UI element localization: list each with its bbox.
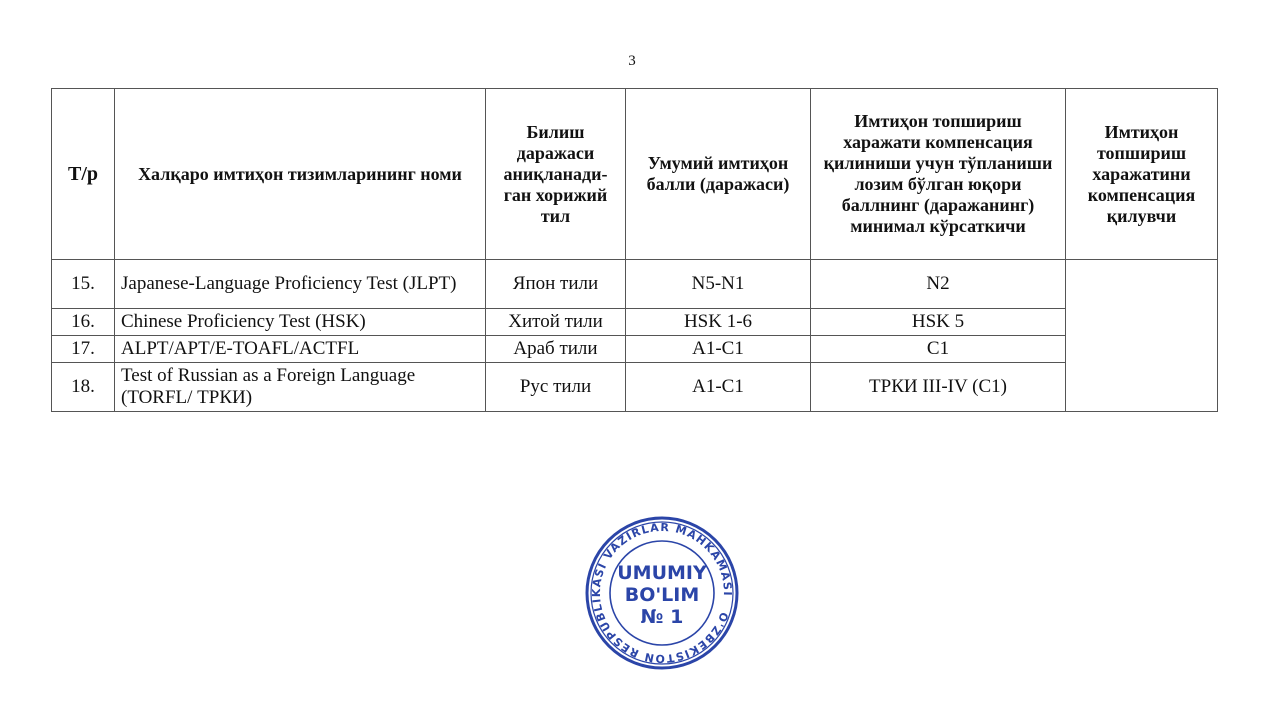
exam-score: A1-C1 bbox=[626, 363, 811, 412]
seal-line-3: № 1 bbox=[640, 606, 684, 628]
exam-score: N5-N1 bbox=[626, 260, 811, 309]
table-row bbox=[52, 336, 1218, 363]
table-header-row bbox=[52, 89, 1218, 260]
exam-score: A1-C1 bbox=[626, 336, 811, 363]
page-number: 3 bbox=[628, 53, 636, 69]
compensator-cell bbox=[1066, 260, 1218, 412]
exam-min-score: N2 bbox=[811, 260, 1066, 309]
exam-language: Хитой тили bbox=[486, 309, 626, 336]
header-compensator: Имтиҳон топшириш харажатини компенсация қилувчи bbox=[1066, 89, 1218, 260]
exam-score: HSK 1-6 bbox=[626, 309, 811, 336]
exam-systems-table bbox=[51, 88, 1218, 412]
exam-name: Chinese Proficiency Test (HSK) bbox=[115, 309, 486, 336]
header-exam-name: Халқаро имтиҳон тизимларининг номи bbox=[115, 89, 486, 260]
exam-language: Араб тили bbox=[486, 336, 626, 363]
row-number: 17. bbox=[52, 336, 115, 363]
exam-min-score: HSK 5 bbox=[811, 309, 1066, 336]
header-min-score: Имтиҳон топшириш харажати компенсация қилиниши учун тўпланиши лозим бўлган юқори баллнинг (даражанинг) минимал кўрсаткичи bbox=[811, 89, 1066, 260]
exam-name: Japanese-Language Proficiency Test (JLPT) bbox=[115, 260, 486, 309]
exam-min-score: C1 bbox=[811, 336, 1066, 363]
seal-line-1: UMUMIY bbox=[617, 562, 707, 584]
exam-name: ALPT/APT/E-TOAFL/ACTFL bbox=[115, 336, 486, 363]
header-language: Билиш даражаси аниқланади-ган хорижий тил bbox=[486, 89, 626, 260]
exam-min-score: ТРКИ III-IV (C1) bbox=[811, 363, 1066, 412]
header-total-score: Умумий имтиҳон балли (даражаси) bbox=[626, 89, 811, 260]
table-row bbox=[52, 363, 1218, 412]
row-number: 18. bbox=[52, 363, 115, 412]
table-row bbox=[52, 309, 1218, 336]
exam-language: Япон тили bbox=[486, 260, 626, 309]
row-number: 16. bbox=[52, 309, 115, 336]
official-seal bbox=[584, 515, 740, 671]
row-number: 15. bbox=[52, 260, 115, 309]
exam-name: Test of Russian as a Foreign Language (TORFL/ ТРКИ) bbox=[115, 363, 486, 412]
seal-line-2: BO'LIM bbox=[624, 584, 700, 606]
seal-ring-text: O'ZBEKISTON RESPUBLIKASI VAZIRLAR MAHKAMASI bbox=[589, 520, 735, 666]
exam-language: Рус тили bbox=[486, 363, 626, 412]
table-row bbox=[52, 260, 1218, 309]
header-number: Т/р bbox=[52, 89, 115, 260]
